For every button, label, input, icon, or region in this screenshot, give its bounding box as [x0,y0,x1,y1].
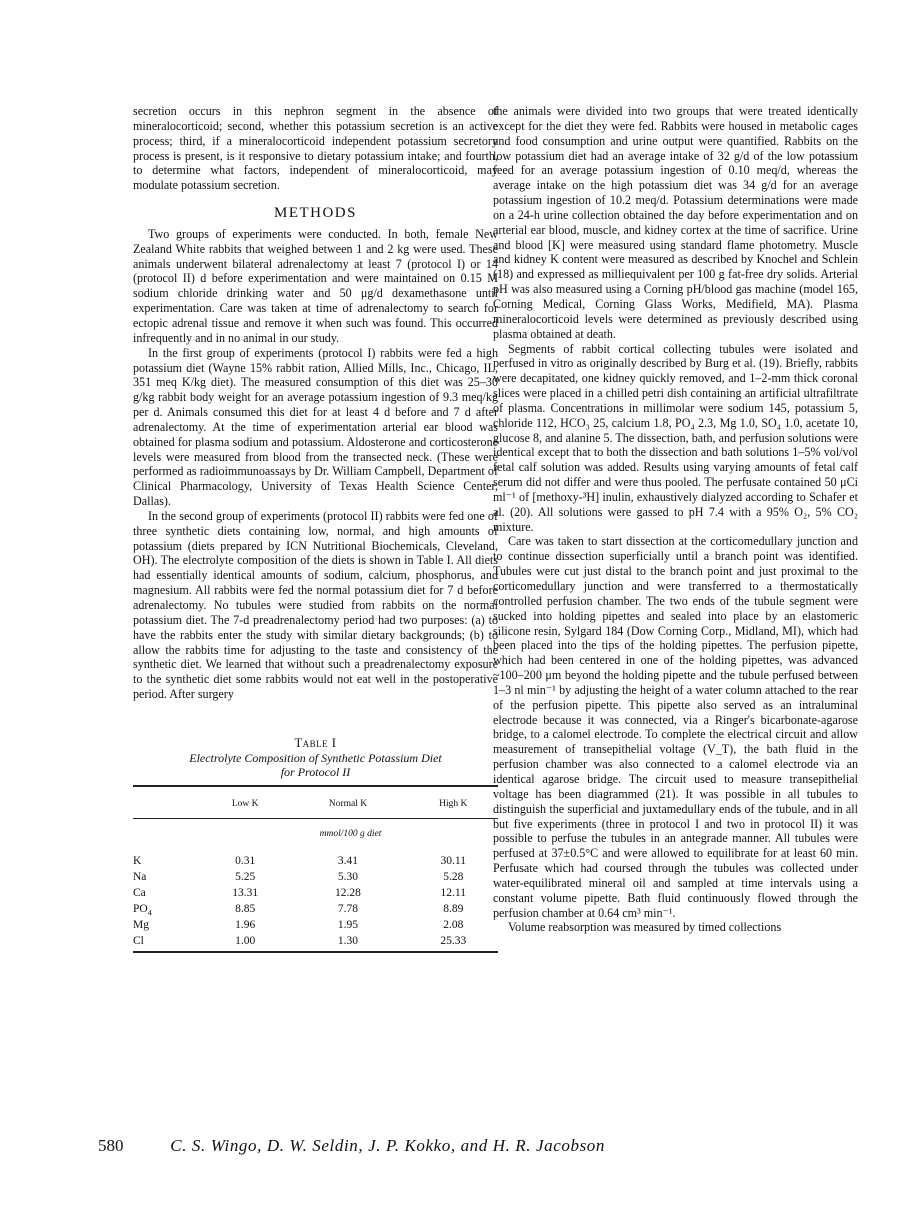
page-number: 580 [98,1136,124,1155]
diet-composition-table [133,785,498,953]
row-label: Na [133,870,147,883]
cell-high: 2.08 [443,918,464,931]
methods-paragraph: In the second group of experiments (protocol II) rabbits were fed one of three synthetic diets containing low, normal, and high amounts of potassium (diets prepared by ICN Nutritional Biochemicals, Cleveland, OH). The electrolyte composition of the diets is shown in Table I. All diets had essentially identical amounts of sodium, calcium, phosphorus, and magnesium. All rabbits were fed the normal potassium diet for 7 d before adrenalectomy. No tubules were studied from rabbits on the normal potassium diet. The 7-d preadrenalectomy period had two purposes: (a) to have the rabbits enter the study with similar dietary backgrounds; (b) to allow the rabbits time for adjusting to the taste and consistency of the synthetic diet. We learned that without such a preadrenalectomy exposure to the synthetic diet some rabbits would not eat well in the postoperative period. After surgery [133,508,498,702]
cell-low: 1.00 [203,933,287,952]
cell-high: 12.11 [440,886,466,899]
cell-low: 1.96 [235,918,256,931]
column-header-normal-k: Normal K [287,786,408,818]
running-authors: C. S. Wingo, D. W. Seldin, J. P. Kokko, and H. R. Jacobson [170,1136,605,1155]
page-footer [98,1136,605,1156]
methods-paragraph: Segments of rabbit cortical collecting tubules were isolated and perfused in vitro as originally described by Burg et al. (19). Briefly, rabbits were decapitated, one kidney quickly removed, and 1–2-mm thick coronal slices were placed in a chilled petri dish containing an artificial ultrafiltrate of plasma. Concentrations in millimolar were sodium 145, potassium 5, chloride 112, HCO₃ 25, calcium 1.8, PO₄ 2.3, Mg 1.0, SO₄ 1.0, acetate 10, glucose 8, and alanine 5. The dissection, bath, and perfusion solutions were identical except that to both the dissection and bath solutions 1–5% vol/vol fetal calf solution was added. Results using varying amounts of fetal calf serum did not differ and were thus pooled. The perfusate contained 50 μCi ml⁻¹ of [methoxy-³H] inulin, exhaustively dialyzed according to Schafer et al. (20). All solutions were gassed to pH 7.4 with a 95% O₂, 5% CO₂ mixture. [493,341,858,534]
column-header-blank [133,786,203,818]
table-1 [133,736,498,953]
table-title: Table I [294,735,337,750]
table-row [133,869,498,885]
cell-normal: 5.30 [337,870,359,883]
table-row [133,853,498,869]
row-label: Mg [133,918,149,931]
section-heading-methods: METHODS [273,205,357,222]
methods-paragraph: In the first group of experiments (protocol I) rabbits were fed a high potassium diet (Wayne 15% rabbit ration, Allied Mills, Inc., Chicago, IL, 351 meq K/kg diet). The measured consumption of this diet was 25–30 g/kg rabbit body weight for an average potassium ingestion of 9.3 meq/kg per d. Animals consumed this diet for at least 4 d before and 7 d after adrenalectomy. At the time of experimentation arterial ear blood was obtained for plasma sodium and potassium. Aldosterone and corticosterone levels were measured from blood from the transected neck. (These were performed as radioimmunoassays by Dr. William Campbell, Department of Clinical Pharmacology, University of Texas Health Science Center, Dallas). [133,345,498,509]
table-row [133,901,498,917]
methods-paragraph: Volume reabsorption was measured by timed collections [508,920,782,935]
methods-paragraph: Two groups of experiments were conducted. In both, female New Zealand White rabbits that weighed between 1 and 2 kg were used. These animals underwent bilateral adrenalectomy at least 7 (protocol I) or 14 (protocol II) d before experimentation and were maintained on 0.15 M sodium chloride drinking water and 50 μg/d dexamethasone until experimentation. Care was taken at time of adrenalectomy to search for ectopic adrenal tissue and remove it when such was found. This occurred infrequently and in no animal in our study. [133,226,498,345]
methods-paragraph: Care was taken to start dissection at the corticomedullary junction and to continue dissection superficially until a branch point was identified. Tubules were cut just distal to the branch point and just proximal to the corticomedullary junction and were transferred to a thermostatically controlled perfusion chamber. The two ends of the tubule segment were sucked into holding pipettes and sealed into place by an elastomeric silicone resin, Sylgard 184 (Dow Corning Corp., Midland, MI), which had been placed into the tips of the holding pipettes. The perfusion pipette, which had been centered in one of the holding pipettes, was advanced ~100–200 μm beyond the holding pipette and the tubule perfused between 1–3 nl min⁻¹ by adjusting the height of a water column attached to the rear of the perfusion pipette. This pipette also served as an intraluminal electrode because it was connected, via a Ringer's bicarbonate-agarose bridge, to a calomel electrode. To complete the electrical circuit and allow measurement of transepithelial voltage (V_T), the bath fluid in the perfusion chamber was also connected to a calomel electrode via an identical agarose bridge. The circuit used to measure transepithelial voltage has been diagrammed (21). It was possible in all tubules to distinguish the superficial and juxtamedullary ends of the tubule, and in all but five experiments (three in protocol I and two in protocol II) it was possible to perfuse the tubules in an antegrade manner. All tubules were perfused at 37±0.5°C and were allowed to equilibrate for at least 60 min. Perfusate which had coursed through the tubules was collected under water-equilibrated mineral oil and sampled at time intervals using a constant volume pipette. Bath fluid continuously flowed through the perfusion chamber at 0.64 cm³ min⁻¹. [493,534,858,920]
table-header-row [133,786,498,818]
right-column [493,104,858,935]
row-label: Ca [133,886,146,899]
cell-low: 0.31 [235,854,256,867]
cell-normal: 3.41 [337,854,359,867]
intro-paragraph: secretion occurs in this nephron segment in the absence of mineralocorticoid; second, whether this potassium secretion is an active process; third, if a mineralocorticoid independent potassium secretory process is present, is it responsive to dietary potassium intake; and fourth, to determine what factors, independent of mineralocorticoid, may modulate potassium secretion. [133,104,498,193]
cell-low: 13.31 [232,886,259,899]
methods-paragraph: the animals were divided into two groups that were treated identically except for the diet they were fed. Rabbits were housed in metabolic cages and food consumption and urine output were quantified. Rabbits on the low potassium diet had an average intake of 32 g/d of the low potassium feed for an average potassium ingestion of 0.10 meq/d, whereas the average intake on the high potassium diet was 34 g/d for an average potassium ingestion of 10.2 meq/d. Potassium determinations were made on a 24-h urine collection obtained the day before experimentation and on arterial ear blood, muscle, and kidney cortex at the time of sacrifice. Urine and blood [K] were measured using standard flame photometry. Muscle and kidney K content were measured as described by Knochel and Schlein (18) and expressed as milliequivalent per 100 g fat-free dry solids. Arterial pH was also measured using a Corning pH/blood gas machine (model 165, Corning Medical, Corning Glass Works, Medifield, MA). Plasma mineralocorticoid levels were determined as previously described using plasma obtained at death. [493,104,858,341]
row-label: Cl [133,933,203,952]
cell-normal: 1.95 [337,918,359,931]
row-label: $PO_4$ [133,902,152,917]
table-caption-line-1: Electrolyte Composition of Synthetic Potassium Diet [189,750,442,765]
cell-normal: 1.30 [287,933,408,952]
cell-normal: 12.28 [335,886,361,899]
left-column [133,104,498,953]
cell-low: 5.25 [235,870,256,883]
unit-row [133,818,498,853]
row-label: K [133,854,142,867]
column-header-low-k: Low K [203,786,287,818]
cell-high: 30.11 [440,854,466,867]
unit-label: mmol/100 g diet [319,828,382,839]
cell-low: 8.85 [235,902,256,915]
table-row [133,917,498,933]
cell-normal: 7.78 [337,902,359,915]
cell-high: 5.28 [443,870,464,883]
cell-high: 8.89 [443,902,464,915]
cell-high: 25.33 [409,933,498,952]
table-row [133,933,498,952]
table-caption-line-2: for Protocol II [280,764,351,779]
column-header-high-k: High K [409,786,498,818]
table-row [133,885,498,901]
